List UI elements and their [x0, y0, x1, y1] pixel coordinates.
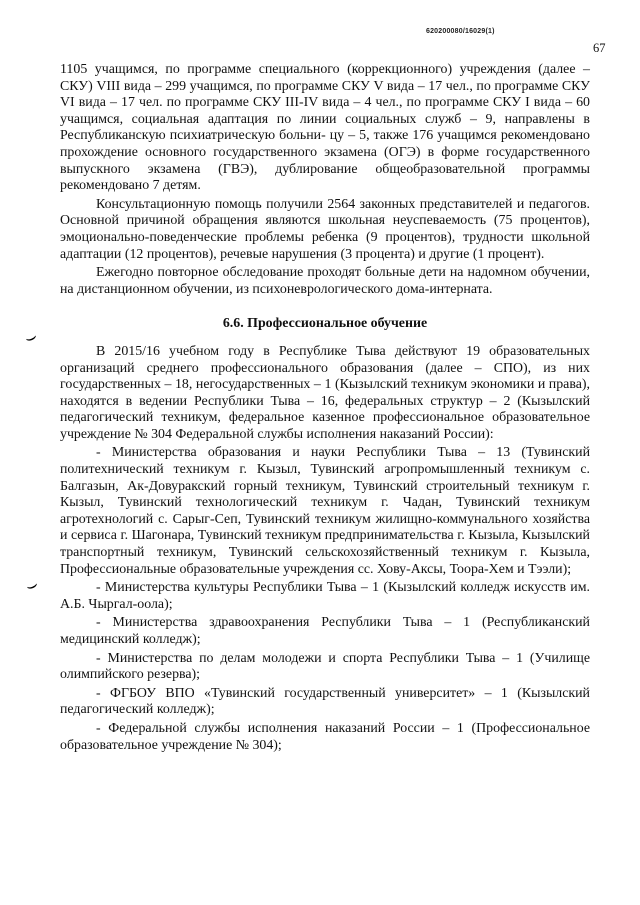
margin-checkmark-icon: ⌣ [21, 325, 41, 350]
paragraph: 1105 учащимся, по программе специального (коррекционного) учреждения (далее – СКУ) VIII вида – 299 учащимся, по программе СКУ V вида – 17 чел., по программе СКУ VI вида – 17 чел. по программе СКУ III-IV вида – 4 чел., по программе СКУ I вида – 60 учащимся, социальная адаптация по линии социальных служб – 9, направлены в Республиканскую психиатрическую больни- цу – 5, также 176 учащимся рекомендовано прохождение основного государственного экзамена (ОГЭ) в форме государственного выпускного экзамена (ГВЭ), дублирование общеобразовательной программы рекомендовано 7 детям. [60, 62, 590, 194]
list-item: - Министерства культуры Республики Тыва – 1 (Кызылский колледж искусств им. А.Б. Чыргал-оола); [60, 580, 590, 612]
paragraph: В 2015/16 учебном году в Республике Тыва действуют 19 образовательных организаций среднего профессионального образования (далее – СПО), из них государственных – 18, негосударственных – 1 (Кызылский техникум экономики и права), находятся в ведении Республики Тыва – 16, федеральных структур – 2 (Кызылский педагогический техникум, федеральное казенное профессиональное образовательное учреждение № 304 Федеральной службы исполнения наказаний России): [60, 343, 590, 442]
document-body [60, 62, 590, 754]
paragraph: Консультационную помощь получили 2564 законных представителей и педагогов. Основной причиной обращения являются школьная неуспеваемость (75 процентов), эмоционально-поведенческие проблемы ребенка (9 процентов), трудности школьной адаптации (12 процентов), речевые нарушения (3 процента) и другие (1 процент). [60, 196, 590, 262]
document-id: 620200080/16029(1) [426, 28, 495, 35]
list-item: - Министерства по делам молодежи и спорта Республики Тыва – 1 (Училище олимпийского резерва); [60, 650, 590, 683]
margin-checkmark-icon: ⌣ [22, 573, 42, 598]
section-heading: 6.6. Профессиональное обучение [222, 316, 428, 332]
page-number: 67 [593, 41, 606, 55]
paragraph: Ежегодно повторное обследование проходят больные дети на надомном обучении, на дистанционном обучении, из психоневрологического дома-интерната. [60, 265, 590, 297]
list-item: - ФГБОУ ВПО «Тувинский государственный университет» – 1 (Кызылский педагогический колледж); [60, 685, 590, 718]
list-item: - Министерства образования и науки Республики Тыва – 13 (Тувинский политехнический техникум г. Кызыл, Тувинский агропромышленный техникум с. Балгазын, Ак-Довуракский горный техникум, Тувинский строительный техникум г. Кызыл, Тувинский технологический техникум г. Чадан, Тувинский техникум агротехнологий с. Сарыг-Сеп, Тувинский техникум жилищно-коммунального хозяйства и сервиса г. Шагонара, Тувинский техникум предпринимательства г. Кызыла, Кызылский транспортный техникум, Тувинский сельскохозяйственный техникум г. Кызыла, Профессиональные образовательные учреждения сс. Хову-Аксы, Тоора-Хем и Тээли); [60, 445, 590, 577]
list-item: - Министерства здравоохранения Республики Тыва – 1 (Республиканский медицинский колледж); [60, 615, 590, 647]
list-item: - Федеральной службы исполнения наказаний России – 1 (Профессиональное образовательное учреждение № 304); [60, 720, 590, 753]
